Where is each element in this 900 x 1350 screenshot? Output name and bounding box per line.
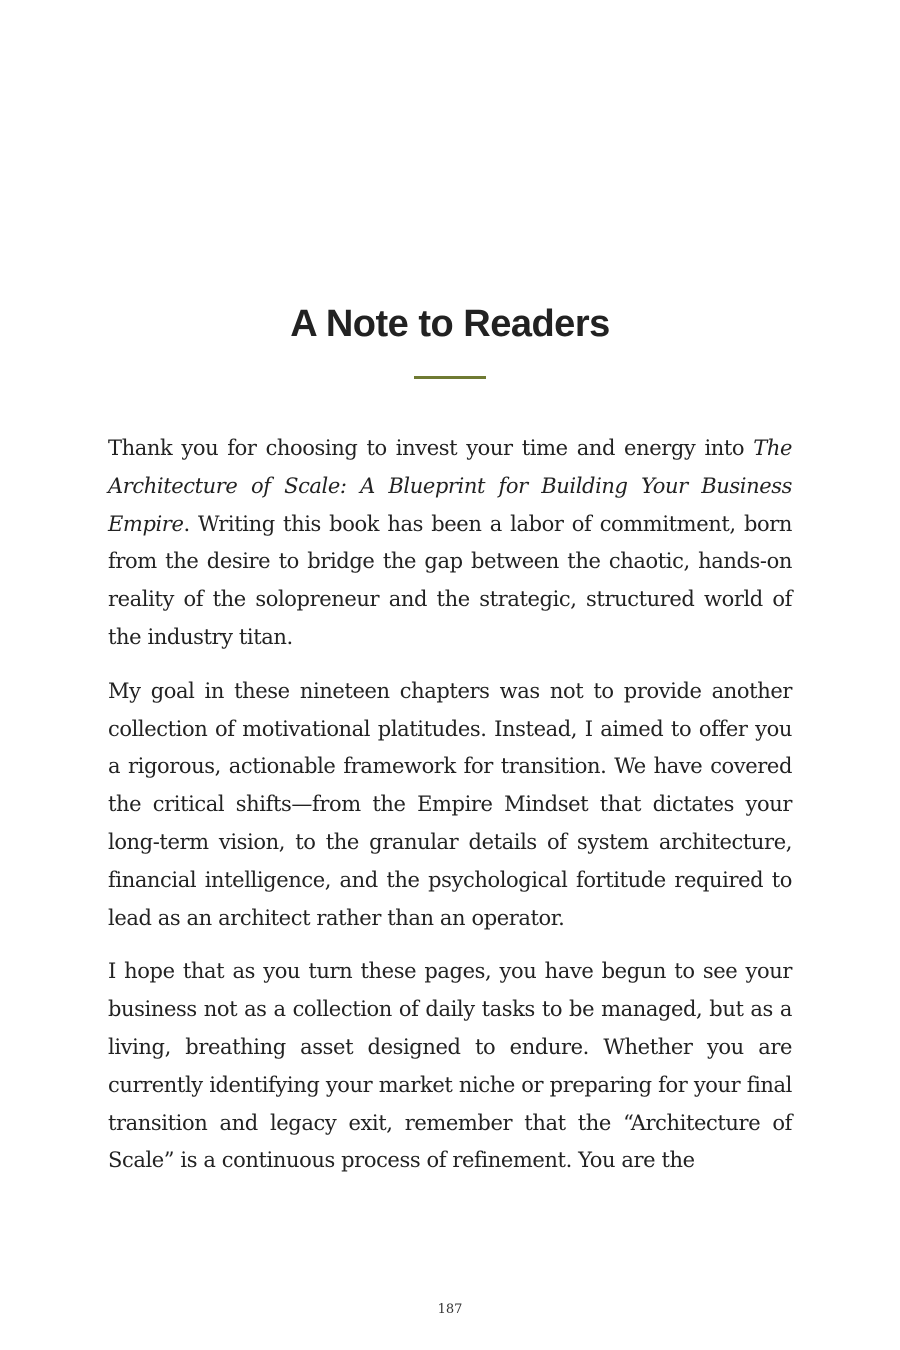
paragraph-1-lead: Thank you for choosing to invest your time and energy into — [108, 436, 754, 460]
paragraph-1 — [108, 430, 792, 657]
book-title-italic: The Architecture of Scale: A Blueprint for Building Your Business Empire — [108, 436, 792, 536]
page-title: A Note to Readers — [290, 303, 610, 345]
body-clip — [0, 430, 900, 1228]
paragraph-2: My goal in these nineteen chapters was not to provide another collection of motivational platitudes. Instead, I aimed to offer you a rigorous, actionable framework for transition. We have covered the critical shifts—from the Empire Mindset that dictates your long-term vision, to the granular details of system architecture, financial intelligence, and the psychological fortitude required to lead as an architect rather than an operator. — [108, 678, 792, 930]
title-divider — [414, 376, 486, 379]
body-text — [108, 430, 792, 1196]
paragraph-3: I hope that as you turn these pages, you have begun to see your business not as a collection of daily tasks to be managed, but as a living, breathing asset designed to endure. Whether you are currently identifying your market niche or preparing for your final transition and legacy exit, remember that the “Architecture of Scale” is a continuous process of refinement. You are the — [108, 959, 792, 1173]
paragraph-1-rest: . Writing this book has been a labor of commitment, born from the desire to bridge the gap between the chaotic, hands-on reality of the solopreneur and the strategic, structured world of the industry titan. — [108, 511, 792, 649]
page-number: 187 — [437, 1302, 463, 1317]
